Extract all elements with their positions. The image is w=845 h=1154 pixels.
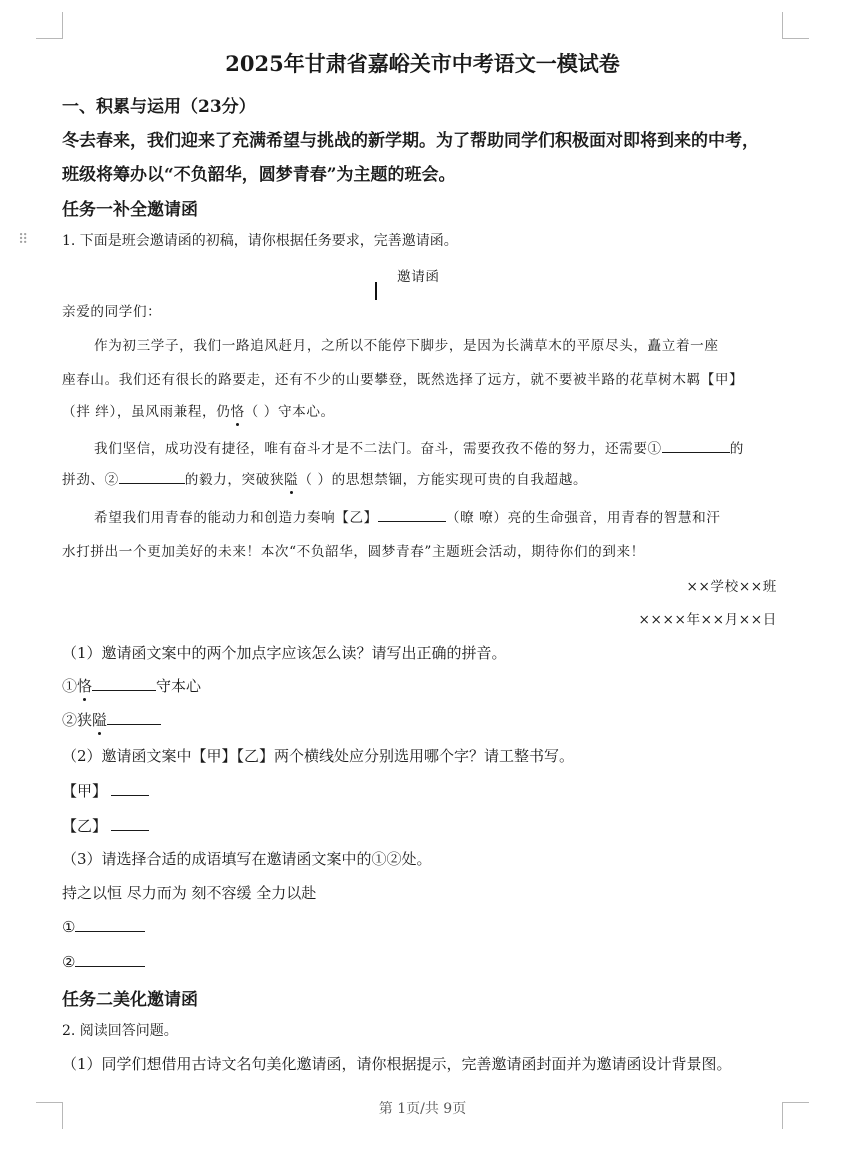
subquestion-3: （3）请选择合适的成语填写在邀请函文案中的①②处。 — [62, 850, 432, 868]
intro-line-1: 冬去春来，我们迎来了充满希望与挑战的新学期。为了帮助同学们积极面对即将到来的中考， — [62, 131, 759, 151]
answer-blank[interactable] — [111, 816, 149, 831]
crop-mark-top-left — [36, 12, 63, 39]
task2-heading: 任务二美化邀请函 — [62, 990, 198, 1010]
answer-jia: 【甲】 — [62, 780, 149, 801]
letter-date: ××××年××月××日 — [638, 612, 777, 628]
letter-title: 邀请函 — [397, 269, 440, 285]
dotted-char: 隘 — [284, 472, 299, 488]
answer-blank[interactable] — [107, 710, 161, 725]
question-2-sub1: （1）同学们想借用古诗文名句美化邀请函，请你根据提示，完善邀请函封面并为邀请函设计背景图。 — [62, 1055, 732, 1073]
page-footer: 第 1页/共 9页 — [378, 1101, 467, 1117]
answer-blank[interactable] — [92, 676, 156, 691]
section-heading: 一、积累与运用（23分） — [62, 97, 256, 117]
task1-heading: 任务一补全邀请函 — [62, 200, 198, 220]
subquestion-1: （1）邀请函文案中的两个加点字应该怎么读？请写出正确的拼音。 — [62, 644, 507, 662]
letter-p1-line2: 座春山。我们还有很长的路要走，还有不少的山要攀登，既然选择了远方，就不要被半路的花草树木羁【甲】 — [62, 372, 744, 388]
answer-yi: 【乙】 — [62, 815, 149, 836]
answer-blank[interactable] — [75, 917, 145, 932]
crop-mark-top-right — [782, 12, 809, 39]
answer-2: ②狭隘 — [62, 709, 161, 730]
letter-p3-line2: 水打拼出一个更加美好的未来！本次“不负韶华，圆梦青春”主题班会活动，期待你们的到来！ — [62, 544, 645, 560]
page-title: 2025年甘肃省嘉峪关市中考语文一模试卷 — [225, 51, 620, 76]
question-2-prompt: 2. 阅读回答问题。 — [62, 1023, 178, 1039]
answer-blank[interactable] — [75, 952, 145, 967]
question-1-prompt: 1. 下面是班会邀请函的初稿，请你根据任务要求，完善邀请函。 — [62, 233, 458, 249]
letter-greeting: 亲爱的同学们： — [62, 304, 162, 320]
letter-p1-line3: （拌 绊），虽风雨兼程，仍恪（ ）守本心。 — [62, 404, 335, 420]
answer-1: ①恪 守本心 — [62, 677, 202, 695]
text-cursor — [375, 282, 377, 300]
letter-signature: ××学校××班 — [686, 579, 777, 595]
answer-blank[interactable] — [111, 781, 149, 796]
blank-yi — [378, 507, 446, 522]
letter-p1-line1: 作为初三学子，我们一路追风赶月，之所以不能停下脚步，是因为长满草木的平原尽头，矗立着一座 — [94, 338, 719, 354]
blank-1 — [662, 438, 730, 453]
answer-c1: ① — [62, 917, 145, 936]
answer-c2: ② — [62, 952, 145, 971]
subquestion-2: （2）邀请函文案中【甲】【乙】两个横线处应分别选用哪个字？请工整书写。 — [62, 747, 575, 765]
intro-line-2: 班级将筹办以“不负韶华，圆梦青春”为主题的班会。 — [62, 165, 456, 185]
letter-p2-line1: 我们坚信，成功没有捷径，唯有奋斗才是不二法门。奋斗，需要孜孜不倦的努力，还需要① 的 — [94, 437, 744, 457]
idiom-options: 持之以恒 尽力而为 刻不容缓 全力以赴 — [62, 884, 317, 902]
letter-p2-line2: 拼劲、② 的毅力，突破狭隘（ ）的思想禁锢，方能实现可贵的自我超越。 — [62, 468, 587, 488]
blank-2 — [119, 469, 185, 484]
letter-p3-line1: 希望我们用青春的能动力和创造力奏响【乙】 （暸 嘹）亮的生命强音，用青春的智慧和汗 — [94, 506, 720, 526]
drag-handle-icon[interactable]: ⠿ — [18, 232, 28, 248]
dotted-char: 恪 — [230, 404, 245, 420]
